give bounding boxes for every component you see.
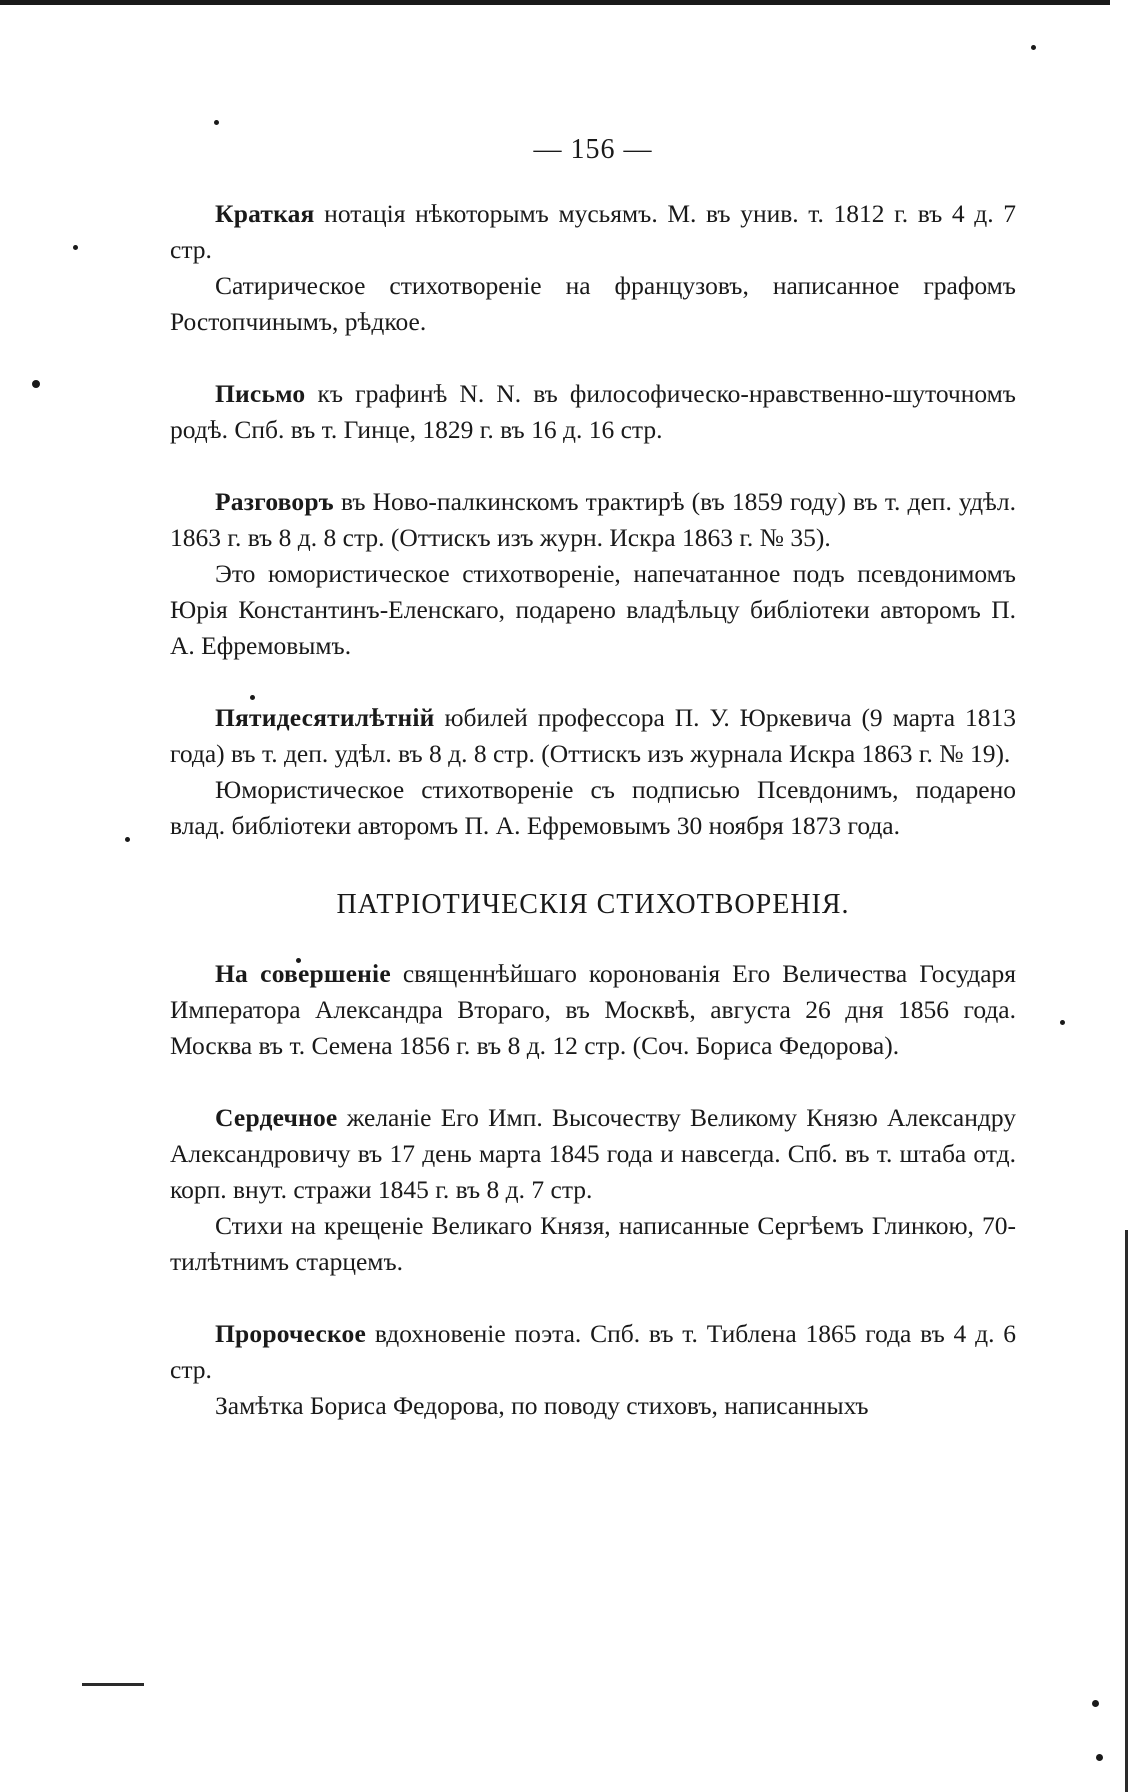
entry-lead: Сердечное [215, 1103, 338, 1132]
ink-speck [125, 837, 130, 842]
entry-note: Сатирическое стихотвореніе на французовъ, написанное графомъ Ростопчинымъ, рѣдкое. [170, 271, 1016, 336]
entry-main [170, 956, 1016, 1064]
entry [170, 376, 1016, 448]
entry-lead: Краткая [215, 199, 315, 228]
entry [170, 1316, 1016, 1424]
entry-text: вдохновеніе поэта. Спб. въ т. Тиблена 1865 года въ 4 д. 6 стр. [170, 1319, 1017, 1384]
entry [170, 956, 1016, 1064]
ink-speck [214, 120, 219, 125]
entries-bottom [170, 956, 1016, 1424]
ink-speck [32, 380, 40, 388]
entry-main [170, 484, 1016, 556]
entry [170, 196, 1016, 340]
entries-top [170, 196, 1016, 844]
entry-note: Замѣтка Бориса Федорова, по поводу стиховъ, написанныхъ [215, 1391, 869, 1420]
page-number: — 156 — [533, 134, 653, 165]
entry-text: нотація нѣкоторымъ мусьямъ. М. въ унив. т. 1812 г. въ 4 д. 7 стр. [170, 199, 1016, 264]
entry-lead: Письмо [215, 379, 306, 408]
right-edge-rule [1125, 1230, 1128, 1792]
entry-lead: На совершеніе [215, 959, 391, 988]
top-edge-rule [0, 0, 1110, 5]
entry-note: Стихи на крещеніе Великаго Князя, написанные Сергѣемъ Глинкою, 70-тилѣтнимъ старцемъ. [170, 1211, 1016, 1276]
book-page [170, 128, 1016, 1460]
entry-note: Юмористическое стихотвореніе съ подписью Псевдонимъ, подарено влад. библіотеки авторомъ П. А. Ефремовымъ 30 ноября 1873 года. [170, 775, 1016, 840]
entry-lead: Пророческое [215, 1319, 366, 1348]
entry [170, 700, 1016, 844]
entry-text: юбилей профессора П. У. Юркевича (9 марта 1813 года) въ т. деп. удѣл. въ 8 д. 8 стр. (Оттискъ изъ журнала Искра 1863 г. № 19). [170, 703, 1017, 768]
section-heading: ПАТРІОТИЧЕСКІЯ СТИХОТВОРЕНІЯ. [336, 889, 850, 920]
entry-main [170, 700, 1016, 772]
entry-main [170, 1316, 1016, 1388]
ink-speck [1092, 1700, 1099, 1707]
entry-main [170, 376, 1016, 448]
ink-speck [1096, 1754, 1103, 1761]
entry-main [170, 1100, 1016, 1208]
entry-note: Это юмористическое стихотвореніе, напечатанное подъ псевдонимомъ Юрія Константинъ-Еленскаго, подарено владѣльцу библіотеки авторомъ П. А. Ефремовымъ. [170, 559, 1016, 660]
entry [170, 1100, 1016, 1280]
margin-dash [82, 1683, 144, 1686]
entry-text: въ Ново-палкинскомъ трактирѣ (въ 1859 году) въ т. деп. удѣл. 1863 г. въ 8 д. 8 стр. (Оттискъ изъ журн. Искра 1863 г. № 35). [170, 487, 1016, 552]
entry-text: къ графинѣ N. N. въ философическо-нравственно-шуточномъ родѣ. Спб. въ т. Гинце, 1829 г. въ 16 д. 16 стр. [170, 379, 1016, 444]
entry [170, 484, 1016, 664]
ink-speck [1031, 45, 1036, 50]
entry-main [170, 196, 1016, 268]
ink-speck [73, 245, 78, 250]
entry-lead: Разговоръ [215, 487, 334, 516]
entry-lead: Пятидесятилѣтній [215, 703, 435, 732]
ink-speck [1060, 1020, 1065, 1025]
entry-text: священнѣйшаго коронованія Его Величества Государя Императора Александра Втораго, въ Москвѣ, августа 26 дня 1856 года. Москва въ т. Семена 1856 г. въ 8 д. 12 стр. (Соч. Бориса Федорова). [170, 959, 1017, 1060]
entry-text: желаніе Его Имп. Высочеству Великому Князю Александру Александровичу въ 17 день марта 1845 года и навсегда. Спб. въ т. штаба отд. корп. внут. стражи 1845 г. въ 8 д. 7 стр. [170, 1103, 1016, 1204]
